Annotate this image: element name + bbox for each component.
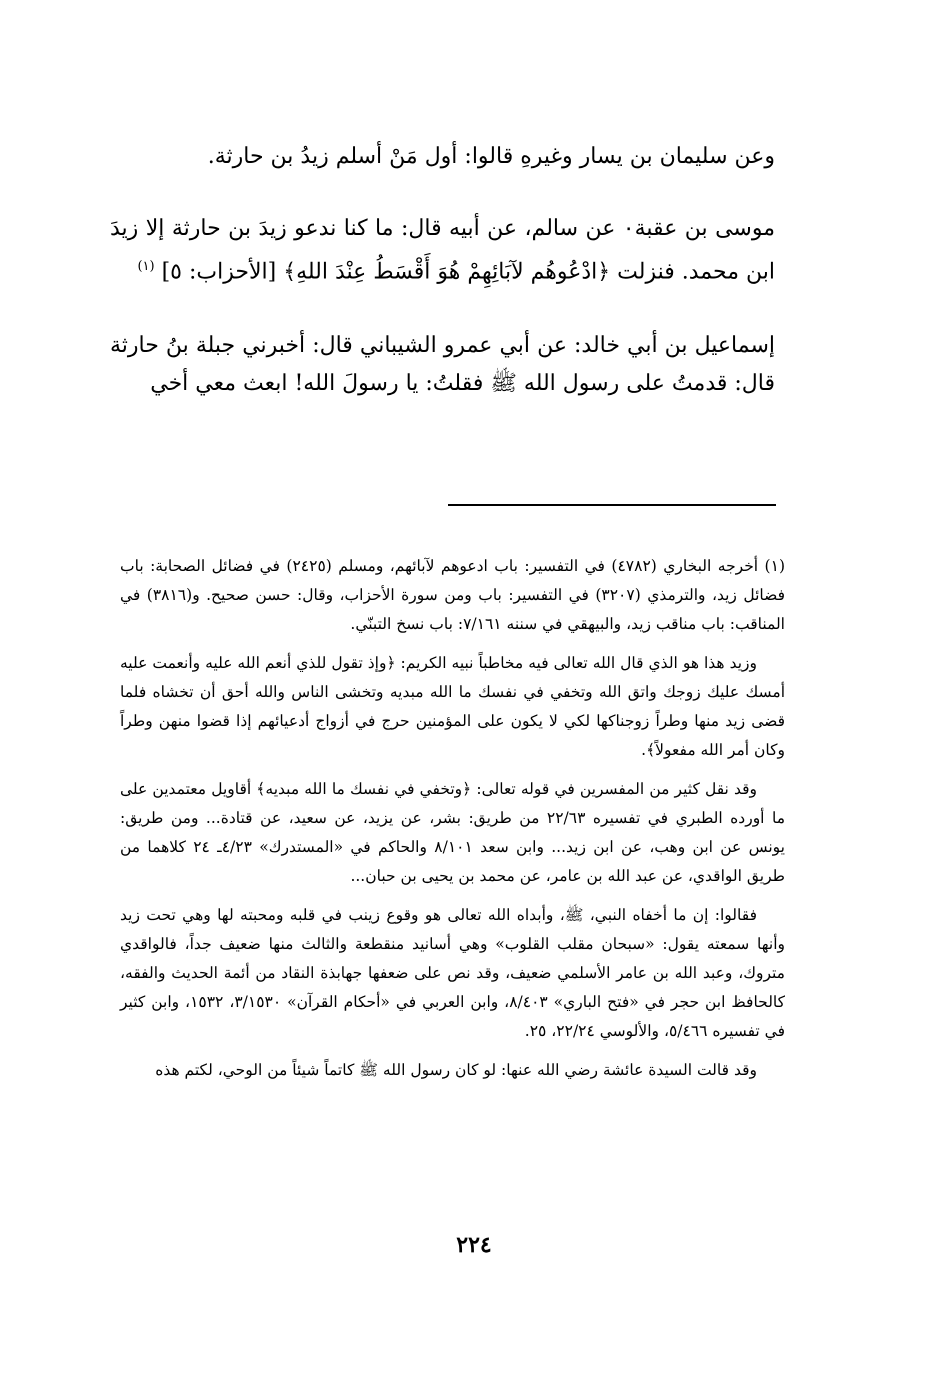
footnote-reference: (١) [137, 259, 155, 274]
footnotes [120, 552, 785, 1085]
page-number: ٢٢٤ [456, 1232, 492, 1258]
footnote-paragraph-5: وقد قالت السيدة عائشة رضي الله عنها: لو كان رسول الله ﷺ كاتماً شيئاً من الوحي، لكتم هذه [155, 1061, 757, 1079]
footnote-paragraph-3: وقد نقل كثير من المفسرين في قوله تعالى: ﴿وتخفي في نفسك ما الله مبديه﴾ أقاويل معتمدين على ما أورده الطبري في تفسيره ٢٢/٦٣ من طريق: بشر، عن يزيد، عن سعيد، عن قتادة... ومن طريق: يونس عن ابن وهب، عن ابن زيد... وابن سعد ٨/١٠١ والحاكم في «المستدرك» ٤/٢٣ـ ٢٤ كلاهما من طريق الواقدي، عن عبد الله بن عامر، عن محمد بن يحيى بن حبان... [120, 780, 786, 885]
footnote-paragraph-4: فقالوا: إن ما أخفاه النبي، ﷺ، وأبداه الله تعالى هو وقوع زينب في قلبه ومحبته لها وهي تحت زيد وأنها سمعته يقول: «سبحان مقلب القلوب» وهي أسانيد منقطعة والثالث منها ضعيف جداً، فالواقدي متروك، وعبد الله بن عامر الأسلمي ضعيف، وقد نص على ضعفها جهابذة النقاد من أئمة الحديث والفقه، كالحافظ ابن حجر في «فتح الباري» ٨/٤٠٣، وابن العربي في «أحكام القرآن» ٣/١٥٣٠، ١٥٣٢، وابن كثير في تفسيره ٥/٤٦٦، والألوسي ٢٢/٢٤، ٢٥. [120, 906, 786, 1040]
footnote-paragraph-2: وزيد هذا هو الذي قال الله تعالى فيه مخاطباً نبيه الكريم: ﴿وإذ تقول للذي أنعم الله عليه وأنعمت عليه أمسك عليك زوجك واتق الله وتخفي في نفسك ما الله مبديه وتخشى الناس والله أحق أن تخشاه فلما قضى زيد منها وطراً زوجناكها لكي لا يكون على المؤمنين حرج في أزواج أدعيائهم إذا قضوا منهن وطراً وكان أمر الله مفعولاً﴾. [120, 654, 785, 759]
paragraph-2 [110, 210, 775, 291]
footnote-1: (١) أخرجه البخاري (٤٧٨٢) في التفسير: باب ادعوهم لآبائهم، ومسلم (٢٤٢٥) في فضائل الصحابة: باب فضائل زيد، والترمذي (٣٢٠٧) في التفسير: باب ومن سورة الأحزاب، وقال: حسن صحيح. و(٣٨١٦) في المناقب: باب مناقب زيد، والبيهقي في سننه ٧/١٦١: باب نسخ التبنّي. [120, 557, 785, 633]
footnote-separator [448, 504, 776, 506]
paragraph-2-text: موسى بن عقبة٠ عن سالم، عن أبيه قال: ما كنا ندعو زيدَ بن حارثة إلا زيدَ ابن محمد. فنزلت ﴿ادْعُوهُم لآبَائِهِمْ هُوَ أَقْسَطُ عِنْدَ اللهِ﴾ [الأحزاب: ٥] [110, 216, 775, 285]
main-text [110, 138, 775, 403]
paragraph-1: وعن سليمان بن يسار وغيرهِ قالوا: أول مَنْ أسلم زيدُ بن حارثة. [207, 144, 775, 169]
paragraph-3: إسماعيل بن أبي خالد: عن أبي عمرو الشيباني قال: أخبرني جبلة بنُ حارثة قال: قدمتُ على رسول الله ﷺ فقلتُ: يا رسولَ الله! ابعث معي أخي [110, 333, 775, 397]
